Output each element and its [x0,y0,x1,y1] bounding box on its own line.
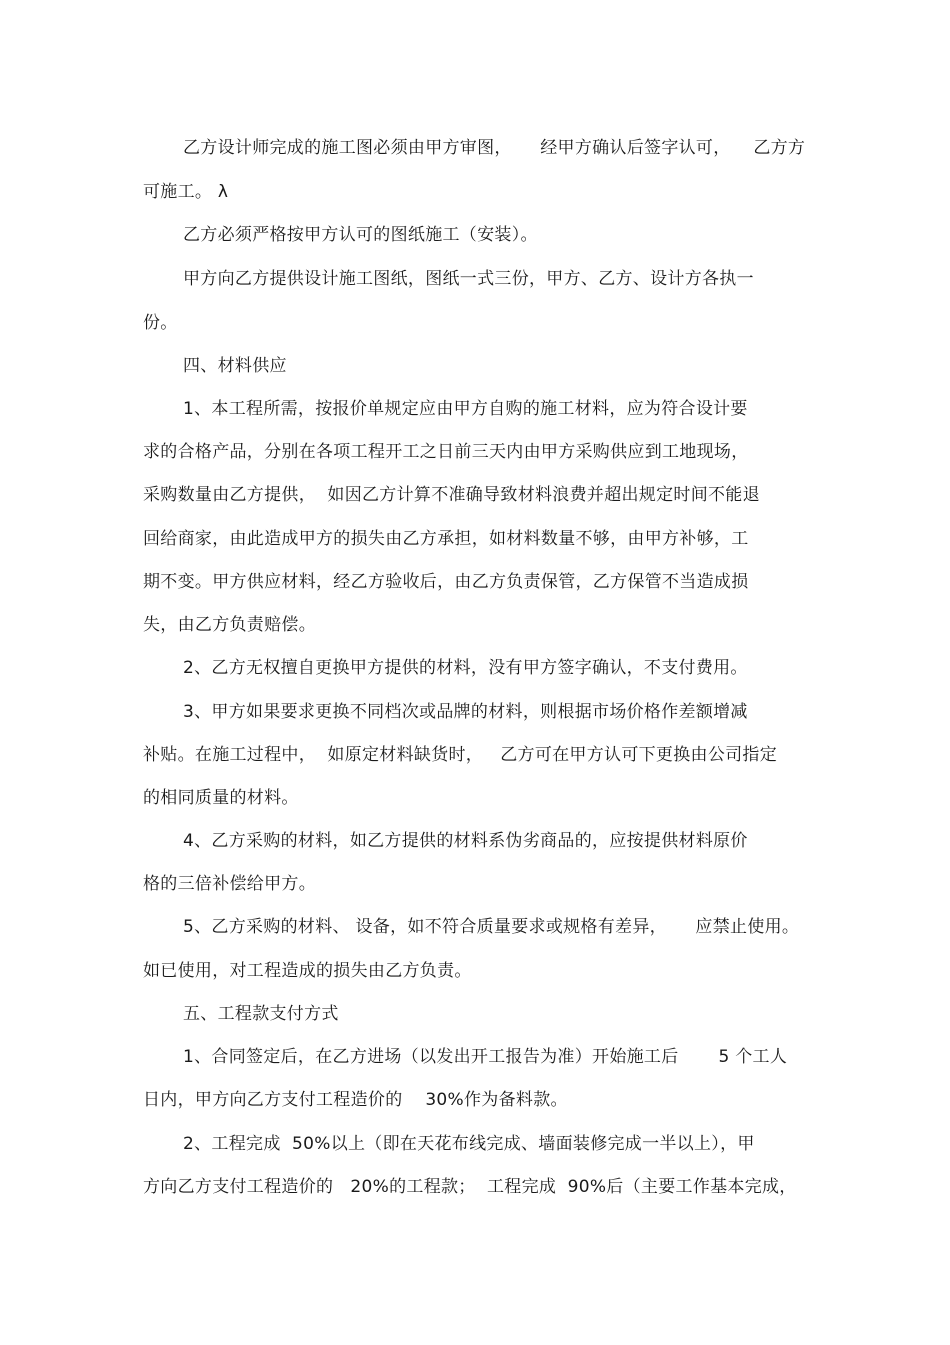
text-line: 乙方设计师完成的施工图必须由甲方审图， 经甲方确认后签字认可， 乙方方 [183,138,806,158]
text-line: 1、合同签定后，在乙方进场（以发出开工报告为准）开始施工后 5 个工人 [183,1047,788,1067]
text-line: 期不变。甲方供应材料，经乙方验收后，由乙方负责保管，乙方保管不当造成损 [143,572,749,592]
text-line: 回给商家，由此造成甲方的损失由乙方承担，如材料数量不够，由甲方补够，工 [143,529,749,549]
text-line: 求的合格产品，分别在各项工程开工之日前三天内由甲方采购供应到工地现场， [143,442,749,462]
section-heading: 四、材料供应 [183,356,287,376]
text-line: 补贴。在施工过程中， 如原定材料缺货时， 乙方可在甲方认可下更换由公司指定 [143,745,778,765]
section-heading: 五、工程款支付方式 [183,1004,339,1024]
text-line: 1、本工程所需，按报价单规定应由甲方自购的施工材料，应为符合设计要 [183,399,748,419]
text-line: 失，由乙方负责赔偿。 [143,615,316,635]
text-line: 乙方必须严格按甲方认可的图纸施工（安装）。 [183,225,538,245]
text-line: 3、甲方如果要求更换不同档次或品牌的材料，则根据市场价格作差额增减 [183,702,748,722]
text-line: 甲方向乙方提供设计施工图纸，图纸一式三份，甲方、乙方、设计方各执一 [183,269,754,289]
text-line: 采购数量由乙方提供， 如因乙方计算不准确导致材料浪费并超出规定时间不能退 [143,485,760,505]
text-line: 5、乙方采购的材料、 设备，如不符合质量要求或规格有差异， 应禁止使用。 [183,917,800,937]
text-line: 方向乙方支付工程造价的 20%的工程款； 工程完成 90%后（主要工作基本完成， [143,1177,797,1197]
text-line: 份。 [143,313,178,333]
text-line: 的相同质量的材料。 [143,788,299,808]
text-line: 日内，甲方向乙方支付工程造价的 30%作为备料款。 [143,1090,568,1110]
text-line: 2、乙方无权擅自更换甲方提供的材料，没有甲方签字确认，不支付费用。 [183,658,748,678]
text-line: 如已使用，对工程造成的损失由乙方负责。 [143,961,472,981]
text-line: 可施工。 λ [143,182,229,202]
text-line: 2、工程完成 50%以上（即在天花布线完成、墙面装修完成一半以上），甲 [183,1134,755,1154]
text-line: 4、乙方采购的材料，如乙方提供的材料系伪劣商品的，应按提供材料原价 [183,831,748,851]
text-line: 格的三倍补偿给甲方。 [143,874,316,894]
